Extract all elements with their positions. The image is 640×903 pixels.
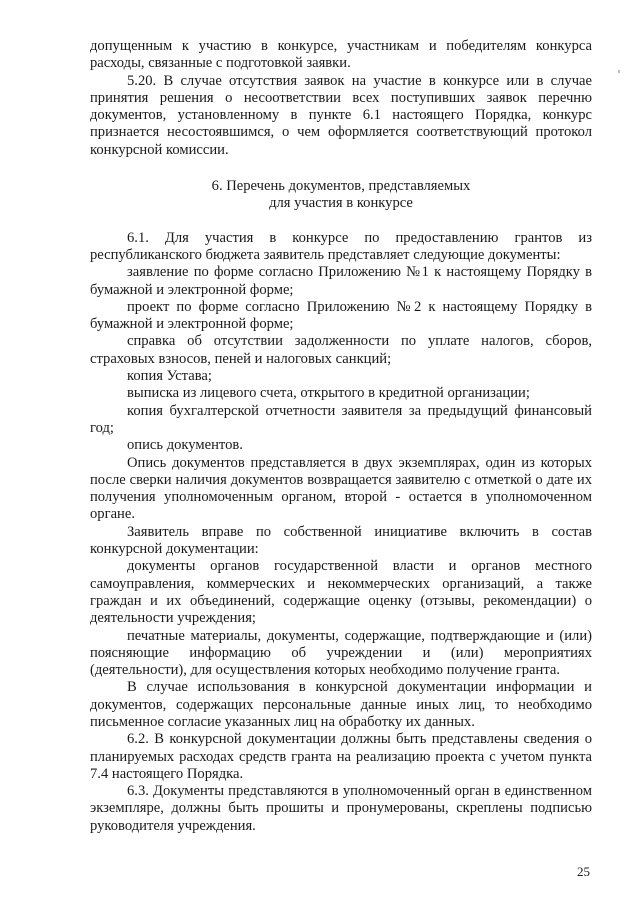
document-list-item: копия Устава; (127, 368, 212, 385)
optional-list-item: печатные материалы, документы, содержащие, подтверждающие и (или) поясняющие информацию об учреждении и (или) мероприятиях (деятельности), для осуществления которых необходимо получение гранта. (90, 627, 592, 679)
paragraph-5-20: 5.20. В случае отсутствия заявок на участие в конкурсе или в случае принятия решения о несоответствии всех поступивших заявок перечню документов, установленному в пункте 6.1 настоящего Порядка, конкурс признается несостоявшимся, о чем оформляется соответствующий протокол конкурсной комиссии. (90, 72, 592, 158)
scan-speck (618, 70, 620, 73)
paragraph-optional-intro: Заявитель вправе по собственной инициативе включить в состав конкурсной документации: (90, 523, 592, 558)
paragraph-copies-note: Опись документов представляется в двух экземплярах, один из которых после сверки наличия документов возвращается заявителю с отметкой о дате их получения уполномоченным органом, второй - остается в уполномоченном органе. (90, 454, 592, 523)
document-list-item: копия бухгалтерской отчетности заявителя за предыдущий финансовый год; (90, 402, 592, 436)
section-6-heading (90, 178, 592, 213)
paragraph-6-2: 6.2. В конкурсной документации должны быть представлены сведения о планируемых расходах средств гранта на реализацию проекта с учетом пункта 7.4 настоящего Порядка. (90, 731, 592, 782)
document-list-item: опись документов. (127, 437, 243, 454)
document-body (90, 38, 592, 835)
section-6-heading-line2: для участия в конкурсе (269, 195, 413, 212)
optional-list-item: документы органов государственной власти и органов местного самоуправления, коммерческих и некоммерческих организаций, а также граждан и их объединений, содержащие оценку (отзывы, рекомендации) о деятельности учреждения; (90, 558, 592, 627)
document-list-item: проект по форме согласно Приложению №2 к настоящему Порядку в бумажной и электронной форме; (90, 298, 592, 333)
section-6-heading-line1: 6. Перечень документов, представляемых (211, 178, 471, 195)
paragraph-6-3: 6.3. Документы представляются в уполномоченный орган в единственном экземпляре, должны быть прошиты и пронумерованы, скреплены подписью руководителя учреждения. (90, 783, 592, 834)
paragraph-continuation: допущенным к участию в конкурсе, участникам и победителям конкурса расходы, связанные с подготовкой заявки. (90, 38, 592, 72)
document-list-item: выписка из лицевого счета, открытого в кредитной организации; (127, 385, 530, 402)
paragraph-6-1: 6.1. Для участия в конкурсе по предоставлению грантов из республиканского бюджета заявитель представляет следующие документы: (90, 229, 592, 263)
document-list-item: заявление по форме согласно Приложению №1 к настоящему Порядку в бумажной и электронной форме; (90, 264, 592, 298)
page-number: 25 (577, 864, 590, 879)
paragraph-consent-note: В случае использования в конкурсной документации информации и документов, содержащих персональные данные иных лиц, то необходимо письменное согласие указанных лиц на обработку их данных. (90, 679, 592, 730)
document-list-item: справка об отсутствии задолженности по уплате налогов, сборов, страховых взносов, пеней и налоговых санкций; (90, 333, 592, 367)
